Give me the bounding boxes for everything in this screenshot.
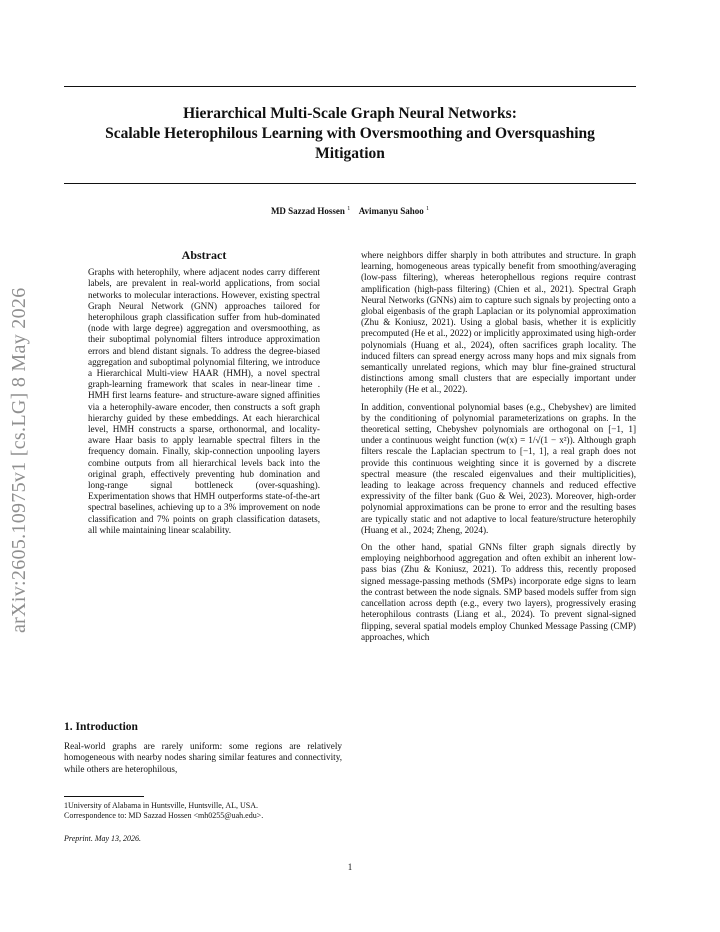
author-name: Avimanyu Sahoo (358, 206, 424, 216)
introduction-heading: 1. Introduction (64, 721, 138, 733)
footnote-correspondence: Correspondence to: MD Sazzad Hossen <mh0255@uah.edu>. (64, 811, 264, 820)
abstract-text: Graphs with heterophily, where adjacent nodes carry different labels, are prevalent in real-world applications, from social networks to molecular interactions. However, existing spectral Graph Neural Network (GNN) approaches tailored for heterophilous graph classification suffer from hub-dominated (node with large degree) aggregation and oversmoothing, as their suboptimal polynomial filters introduce approximation errors and blend distant signals. To address the degree-biased aggregation and suboptimal polynomial filtering, we introduce a Hierarchical Multi-view HAAR (HMH), a novel spectral graph-learning framework that scales in near-linear time . HMH first learns feature- and structure-aware signed affinities via a heterophily-aware encoder, then constructs a soft graph hierarchy guided by these embeddings. At each hierarchical level, HMH constructs a sparse, orthonormal, and locality-aware Haar basis to apply learnable spectral filters in the frequency domain. Finally, skip-connection unpooling layers combine outputs from all hierarchical levels back into the original graph, effectively preventing hub domination and long-range signal bottleneck (over-squashing). Experimentation shows that HMH outperforms state-of-the-art spectral baselines, achieving up to a 3% improvement on node classification and 7% points on graph classification datasets, all while maintaining linear scalability. (88, 267, 320, 535)
paragraph: In addition, conventional polynomial bases (e.g., Chebyshev) are limited by the conditioning of polynomial parameterizations on graphs. In the theoretical setting, Chebyshev polynomials are orthogonal on [−1, 1] under a continuous weight function (w(x) = 1/√(1 − x²)). Although graph filters rescale the Laplacian spectrum to [−1, 1], a real graph does not provide this continuous weighting since it is governed by a discrete spectral measure (the rescaled eigenvalues and their multiplicities), leading to leakage across frequency channels and reduced effective expressivity of the filter bank (Guo & Wei, 2023). Moreover, high-order polynomial approximations can be prone to error and the resulting bases are typically static and not adaptive to local feature/structure heterophily (Huang et al., 2024; Zheng, 2024). (361, 401, 636, 535)
arxiv-identifier: arXiv:2605.10975v1 [cs.LG] 8 May 2026 (8, 287, 30, 633)
affiliation-footnote (64, 796, 342, 821)
title-line-2: Scalable Heterophilous Learning with Oversmoothing and Oversquashing (105, 125, 595, 142)
author-affiliation-mark: 1 (426, 206, 430, 212)
introduction-text: Real-world graphs are rarely uniform: some regions are relatively homogeneous with nearby nodes sharing similar features and connectivity, while others are heterophilous, (64, 741, 342, 774)
introduction-section (64, 722, 342, 775)
right-column (361, 250, 636, 649)
title-top-rule (64, 86, 636, 87)
footnote-affiliation: 1University of Alabama in Huntsville, Huntsville, AL, USA. (64, 801, 258, 810)
title-bottom-rule (64, 183, 636, 184)
title-line-3: Mitigation (315, 145, 385, 162)
footnote-rule (64, 796, 144, 797)
paragraph: where neighbors differ sharply in both attributes and structure. In graph learning, homogeneous areas typically benefit from smoothing/averaging (low-pass filtering), whereas heterophellous regions require contrast amplification (high-pass filtering) (Chien et al., 2021). Spectral Graph Neural Networks (GNNs) aim to capture such signals by projecting onto a global eigenbasis of the graph Laplacian or its polynomial approximation (Zhu & Koniusz, 2021). Using a global basis, whether it is explicitly precomputed (He et al., 2022) or implicitly approximated using high-order polynomials (Huang et al., 2024), often sacrifices graph locality. The induced filters can spread energy across many hops and mix signals from semantically unrelated regions, which may blur fine-grained structural distinctions among small clusters that are especially important under heterophily (He et al., 2022). (361, 250, 636, 395)
preprint-date: Preprint. May 13, 2026. (64, 834, 142, 843)
author-affiliation-mark: 1 (347, 206, 351, 212)
paragraph: On the other hand, spatial GNNs filter graph signals directly by employing neighborhood aggregation and often exhibit an inherent low-pass bias (Zhu & Koniusz, 2021). To address this, recently proposed signed message-passing methods (SMPs) incorporate edge signs to learn the contrast between the node signals. SMP based models suffer from sign cancellation across depth (e.g., every two layers), progressively erasing heterophilous contrasts (Liang et al., 2024). To prevent signal-signed flipping, several spatial models employ Chunked Message Passing (CMP) approaches, which (361, 542, 636, 642)
page-number: 1 (347, 862, 353, 872)
title-line-1: Hierarchical Multi-Scale Graph Neural Networks: (183, 105, 517, 122)
author-list (64, 206, 636, 216)
abstract-section (88, 250, 320, 536)
author-name: MD Sazzad Hossen (270, 206, 345, 216)
paper-title (64, 104, 636, 164)
abstract-heading: Abstract (181, 248, 227, 262)
